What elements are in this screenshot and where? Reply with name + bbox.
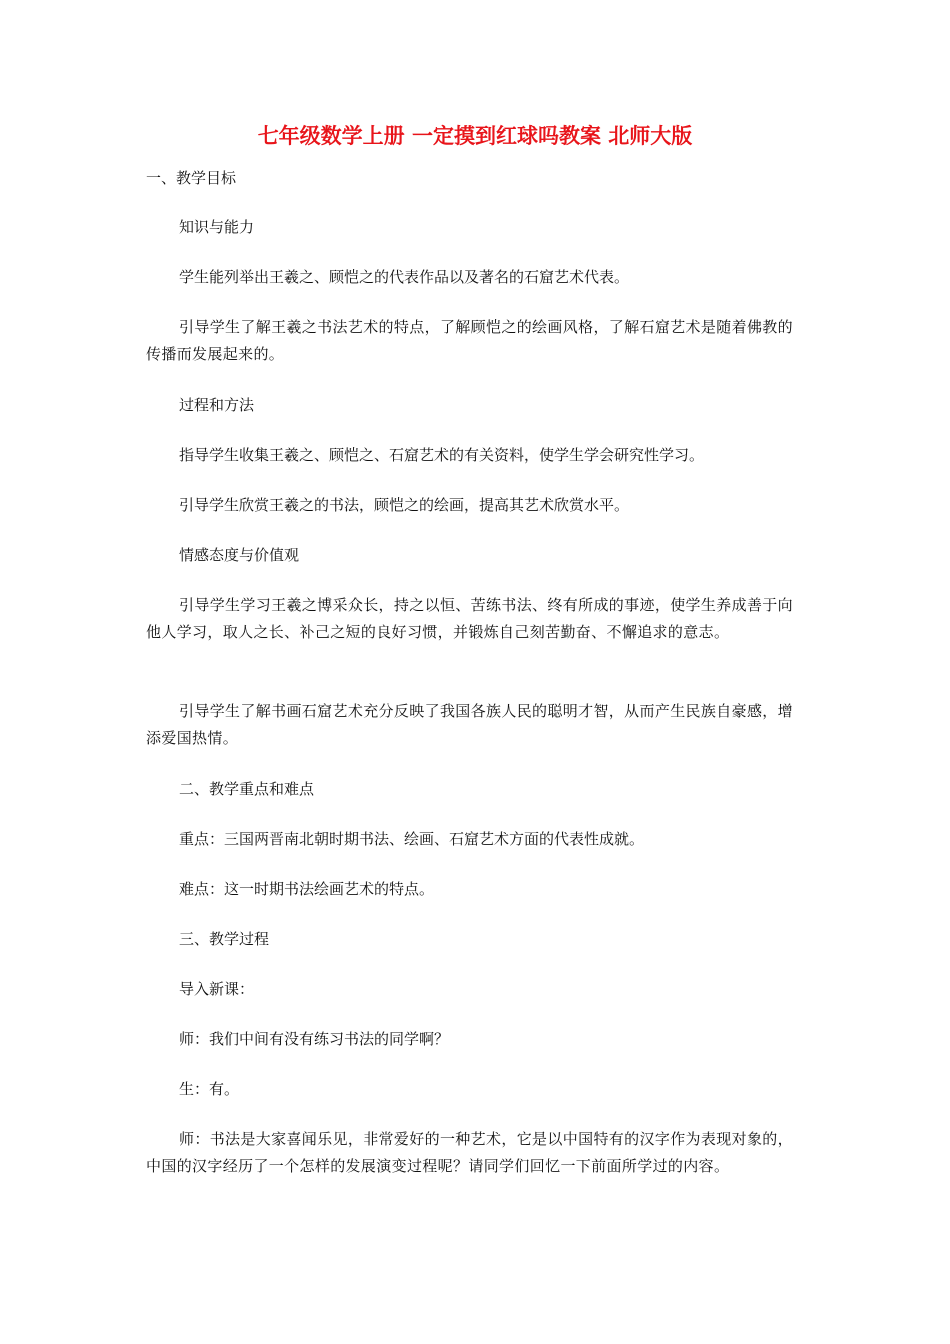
subheading-attitude-values: 情感态度与价值观 <box>179 546 300 564</box>
section-heading-process: 三、教学过程 <box>179 930 270 948</box>
paragraph: 引导学生了解书画石窟艺术充分反映了我国各族人民的聪明才智，从而产生民族自豪感，增添爱国热情。 <box>146 702 794 747</box>
paragraph: 引导学生了解王羲之书法艺术的特点，了解顾恺之的绘画风格，了解石窟艺术是随着佛教的传播而发展起来的。 <box>146 318 794 363</box>
dialogue-line: 师：书法是大家喜闻乐见，非常爱好的一种艺术，它是以中国特有的汉字作为表现对象的，中国的汉字经历了一个怎样的发展演变过程呢？请同学们回忆一下前面所学过的内容。 <box>146 1130 794 1175</box>
dialogue-line: 师：我们中间有没有练习书法的同学啊？ <box>179 1030 450 1048</box>
dialogue-line: 生：有。 <box>179 1080 240 1098</box>
document-title: 七年级数学上册 一定摸到红球吗教案 北师大版 <box>257 123 693 148</box>
section-heading-key-points: 二、教学重点和难点 <box>179 780 315 798</box>
paragraph: 导入新课： <box>179 980 255 998</box>
paragraph: 学生能列举出王羲之、顾恺之的代表作品以及著名的石窟艺术代表。 <box>179 268 630 286</box>
section-heading-objectives: 一、教学目标 <box>146 169 237 187</box>
paragraph: 难点：这一时期书法绘画艺术的特点。 <box>179 880 435 898</box>
paragraph: 引导学生欣赏王羲之的书法，顾恺之的绘画，提高其艺术欣赏水平。 <box>179 496 630 514</box>
paragraph: 指导学生收集王羲之、顾恺之、石窟艺术的有关资料，使学生学会研究性学习。 <box>179 446 705 464</box>
subheading-process-method: 过程和方法 <box>179 396 255 414</box>
paragraph: 引导学生学习王羲之博采众长，持之以恒、苦练书法、终有所成的事迹，使学生养成善于向他人学习，取人之长、补己之短的良好习惯，并锻炼自己刻苦勤奋、不懈追求的意志。 <box>146 596 794 641</box>
paragraph: 重点：三国两晋南北朝时期书法、绘画、石窟艺术方面的代表性成就。 <box>179 830 645 848</box>
subheading-knowledge-ability: 知识与能力 <box>179 218 255 236</box>
